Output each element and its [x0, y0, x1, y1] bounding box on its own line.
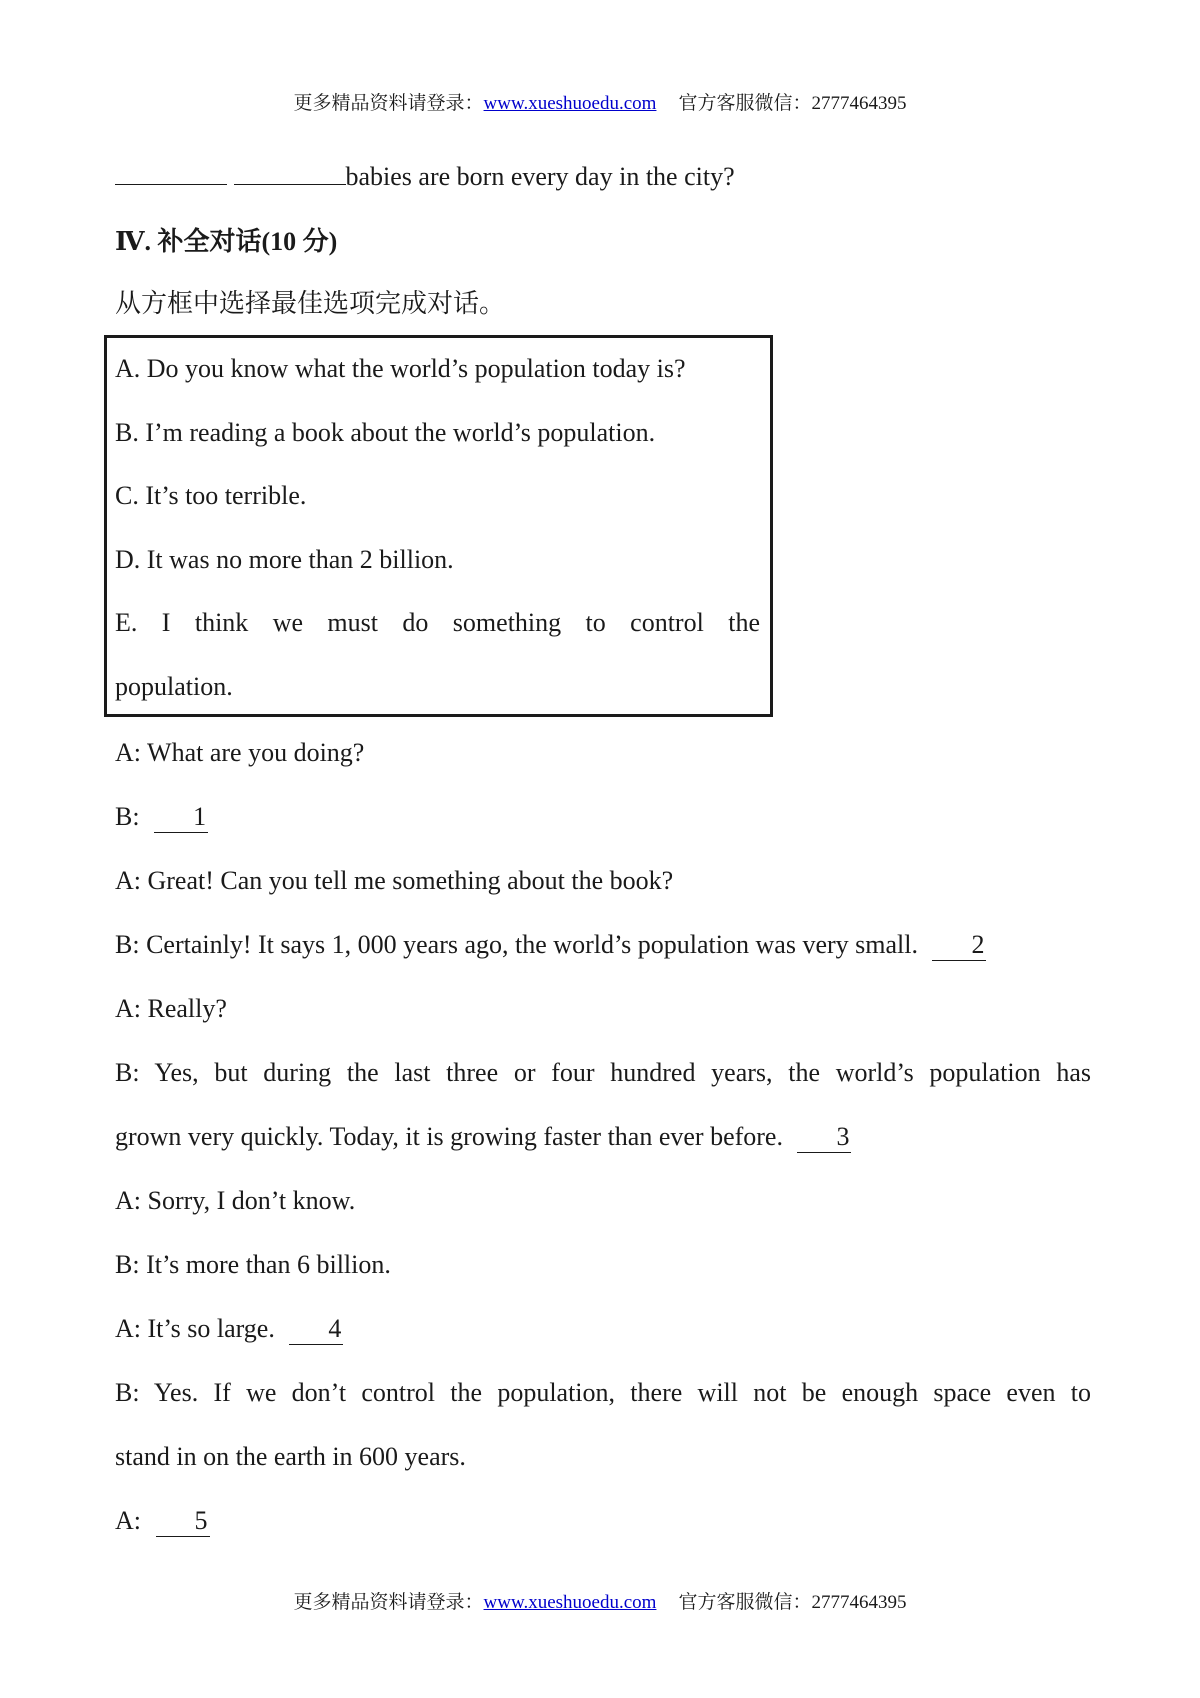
dialogue-line-7	[115, 1122, 851, 1153]
dialogue-line-11: B: Yes. If we don’t control the population, there will not be enough space even to	[115, 1378, 1091, 1407]
dialogue-text: B: Certainly! It says 1, 000 years ago, the world’s population was very small.	[115, 930, 918, 959]
answer-blank	[115, 158, 227, 185]
speaker-a: A:	[115, 1506, 141, 1535]
answer-blank-4[interactable]: 4	[289, 1314, 343, 1345]
answer-blank-2[interactable]: 2	[932, 930, 986, 961]
page-header	[0, 88, 1200, 115]
dialogue-line-2	[115, 802, 208, 833]
option-e-continued: population.	[115, 672, 233, 701]
option-d: D. It was no more than 2 billion.	[115, 545, 454, 574]
footer-text: 更多精品资料请登录：	[293, 1592, 484, 1613]
section-instruction: 从方框中选择最佳选项完成对话。	[115, 289, 506, 318]
options-box	[104, 335, 773, 717]
answer-blank-1[interactable]: 1	[154, 802, 208, 833]
option-b: B. I’m reading a book about the world’s population.	[115, 418, 656, 447]
option-e: E. I think we must do something to control the	[115, 608, 760, 637]
dialogue-line-8: A: Sorry, I don’t know.	[115, 1186, 356, 1215]
answer-blank-3[interactable]: 3	[797, 1122, 851, 1153]
dialogue-line-6: B: Yes, but during the last three or four hundred years, the world’s population has	[115, 1058, 1091, 1087]
answer-blank-5[interactable]: 5	[156, 1506, 210, 1537]
dialogue-line-4	[115, 930, 986, 961]
speaker-b: B:	[115, 802, 140, 831]
dialogue-text: A: It’s so large.	[115, 1314, 275, 1343]
header-service: 官方客服微信：2777464395	[678, 93, 907, 114]
dialogue-line-3: A: Great! Can you tell me something about the book?	[115, 866, 674, 895]
dialogue-line-13	[115, 1506, 210, 1537]
header-link[interactable]: www.xueshuoedu.com	[483, 93, 657, 114]
page-footer	[0, 1587, 1200, 1614]
answer-blank	[234, 158, 346, 185]
footer-link[interactable]: www.xueshuoedu.com	[483, 1592, 657, 1613]
option-c: C. It’s too terrible.	[115, 481, 307, 510]
option-a: A. Do you know what the world’s population today is?	[115, 354, 686, 383]
dialogue-line-5: A: Really?	[115, 994, 227, 1023]
section-heading: Ⅳ. 补全对话(10 分)	[115, 227, 338, 256]
header-text: 更多精品资料请登录：	[293, 93, 484, 114]
dialogue-line-12: stand in on the earth in 600 years.	[115, 1442, 466, 1471]
dialogue-line-10	[115, 1314, 343, 1345]
dialogue-line-9: B: It’s more than 6 billion.	[115, 1250, 391, 1279]
dialogue-text: grown very quickly. Today, it is growing faster than ever before.	[115, 1122, 783, 1151]
footer-service: 官方客服微信：2777464395	[678, 1592, 907, 1613]
previous-question-line	[115, 158, 735, 192]
question-text: babies are born every day in the city?	[345, 162, 735, 191]
dialogue-line-1: A: What are you doing?	[115, 738, 365, 767]
